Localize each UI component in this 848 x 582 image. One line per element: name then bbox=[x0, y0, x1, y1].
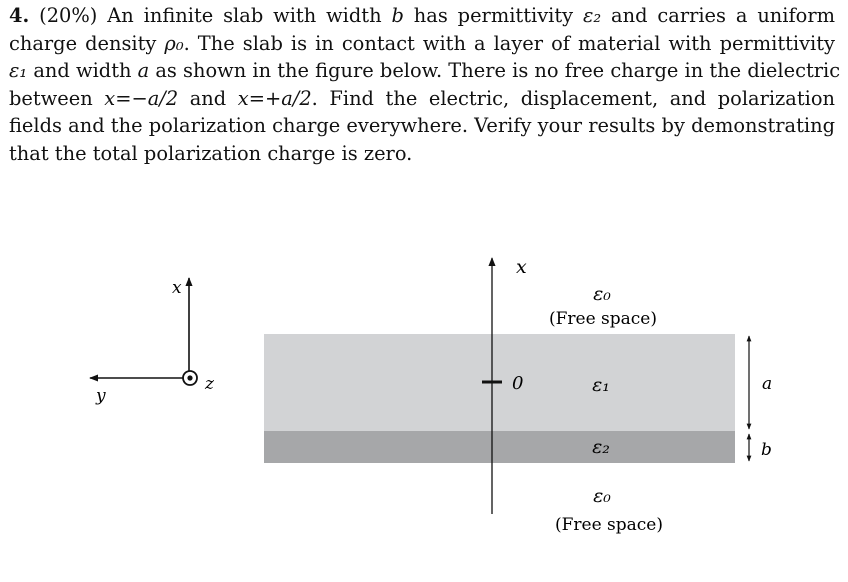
math-a: a bbox=[137, 59, 150, 83]
layer-2-permittivity: ε₂ bbox=[592, 436, 610, 458]
text: and carries a uniform bbox=[601, 4, 836, 27]
axis-label-z: z bbox=[205, 374, 214, 394]
text: An infinite slab with width bbox=[107, 4, 392, 27]
math-rho0: ρ₀ bbox=[164, 31, 184, 55]
axis-label-x: x bbox=[172, 278, 182, 298]
problem-weight: (20%) bbox=[39, 4, 98, 27]
math-eps2: ε₂ bbox=[582, 4, 602, 27]
bottom-permittivity: ε₀ bbox=[593, 485, 611, 507]
origin-label: 0 bbox=[512, 373, 524, 394]
text: and bbox=[178, 86, 238, 110]
width-b-label: b bbox=[761, 440, 772, 460]
axis-label-y: y bbox=[96, 386, 106, 406]
math-x-pos: x=+a/2 bbox=[237, 86, 312, 110]
top-region-label: (Free space) bbox=[548, 309, 658, 329]
math-b: b bbox=[391, 4, 404, 27]
bottom-region-label: (Free space) bbox=[554, 515, 664, 535]
text: fields and the polarization charge everywhere. Verify your results by demonstrating bbox=[9, 114, 835, 138]
problem-number: 4. bbox=[9, 4, 30, 27]
layer-2-slab bbox=[264, 431, 735, 463]
x-axis-label: x bbox=[516, 256, 527, 278]
layer-1-permittivity: ε₁ bbox=[592, 374, 610, 396]
top-permittivity: ε₀ bbox=[593, 283, 611, 305]
text: has permittivity bbox=[403, 4, 583, 27]
z-dot-icon bbox=[187, 375, 192, 380]
math-x-neg: x=−a/2 bbox=[104, 86, 179, 110]
text: as shown in the figure below. There is no free charge in the dielectric bbox=[149, 59, 841, 83]
text: and width bbox=[27, 59, 138, 83]
text: that the total polarization charge is zero. bbox=[9, 141, 413, 165]
text: charge density bbox=[9, 31, 165, 55]
coordinate-axes bbox=[90, 278, 215, 406]
text: . The slab is in contact with a layer of material with permittivity bbox=[183, 31, 836, 55]
text: . Find the electric, displacement, and polarization bbox=[311, 86, 835, 110]
text: between bbox=[9, 86, 105, 110]
width-a-label: a bbox=[762, 374, 773, 394]
math-eps1: ε₁ bbox=[9, 59, 28, 83]
